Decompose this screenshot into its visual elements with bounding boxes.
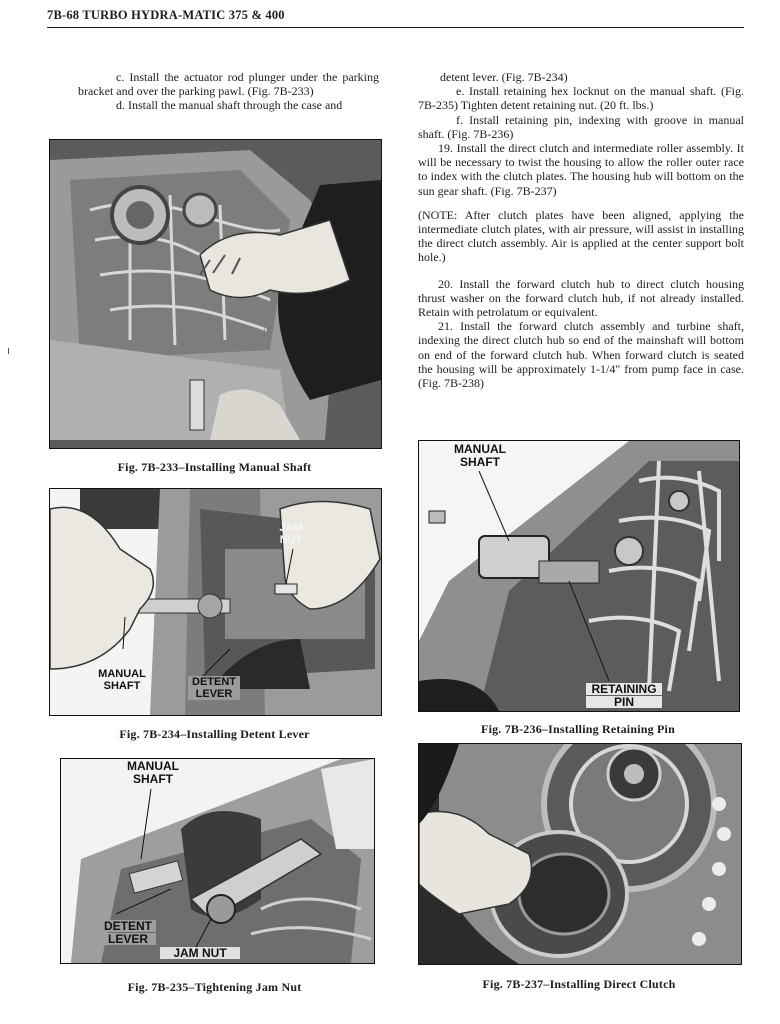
label-pin-236: PIN <box>586 696 662 708</box>
page-header <box>47 8 744 28</box>
figure-233-photo <box>49 139 382 449</box>
left-column-text <box>78 70 379 113</box>
label-manual-235: MANUAL <box>127 759 179 773</box>
label-manual-236: MANUAL <box>448 443 512 455</box>
label-nut: NUT <box>279 534 303 546</box>
figure-237-photo <box>418 743 742 965</box>
paragraph-step-c: c. Install the actuator rod plunger under the parking bracket and over the parking pawl. (Fig. 7B-233) <box>78 70 379 99</box>
paragraph-step-20: 20. Install the forward clutch hub to direct clutch housing thrust washer on the forward clutch hub, if not already installed. Retain with petrolatum or equivalent. <box>418 276 744 320</box>
label-retaining-236: RETAINING <box>586 683 662 695</box>
label-lever: LEVER <box>188 688 240 700</box>
label-manual: MANUAL <box>94 668 150 680</box>
paragraph-step-d-cont: detent lever. (Fig. 7B-234) <box>440 70 568 84</box>
label-shaft-236: SHAFT <box>448 456 512 468</box>
paragraph-step-19: 19. Install the direct clutch and intermediate roller assembly. It will be necessary to twist the housing to allow the roller outer race to index with the clutch plates. The housing hub will bottom on the sun gear shaft. (Fig. 7B-237) <box>418 141 744 198</box>
figure-235-caption: Fig. 7B-235–Tightening Jam Nut <box>127 980 302 994</box>
figure-233-caption: Fig. 7B-233–Installing Manual Shaft <box>117 460 312 474</box>
retaining-pin-photo-illustration <box>419 441 739 711</box>
paragraph-step-21: 21. Install the forward clutch assembly and turbine shaft, indexing the direct clutch hub so end of the mainshaft will bottom on end of the forward clutch hub. When forward clutch is seated the housing will be approximately 1-1/4" from pump face in case. (Fig. 7B-238) <box>418 319 744 391</box>
label-shaft-235: SHAFT <box>133 772 173 786</box>
figure-234-caption: Fig. 7B-234–Installing Detent Lever <box>119 727 310 741</box>
paragraph-step-e: e. Install retaining hex locknut on the manual shaft. (Fig. 7B-235) Tighten detent retaining nut. (20 ft. lbs.) <box>418 84 744 113</box>
right-column-text <box>418 70 744 390</box>
label-jam: JAM <box>279 522 303 534</box>
header-text: 7B-68 TURBO HYDRA-MATIC 375 & 400 <box>47 8 285 22</box>
direct-clutch-photo-illustration <box>419 744 741 964</box>
figure-236-photo <box>418 440 740 712</box>
label-shaft: SHAFT <box>94 680 150 692</box>
figure-236-caption: Fig. 7B-236–Installing Retaining Pin <box>481 722 675 736</box>
paragraph-step-d: d. Install the manual shaft through the case and <box>116 98 343 113</box>
figure-237-caption: Fig. 7B-237–Installing Direct Clutch <box>482 977 676 991</box>
manual-shaft-photo-illustration <box>50 140 381 448</box>
label-detent: DETENT <box>188 676 240 688</box>
label-lever-235: LEVER <box>100 933 156 945</box>
margin-mark <box>8 348 9 354</box>
label-detent-235: DETENT <box>100 920 156 932</box>
paragraph-note: (NOTE: After clutch plates have been aligned, applying the intermediate clutch plates, with air pressure, will assist in installing the direct clutch assembly. Air is applied at the center support bolt hole.) <box>418 207 744 265</box>
paragraph-step-f: f. Install retaining pin, indexing with groove in manual shaft. (Fig. 7B-236) <box>418 112 744 141</box>
label-jam-nut-235: JAM NUT <box>160 947 240 959</box>
